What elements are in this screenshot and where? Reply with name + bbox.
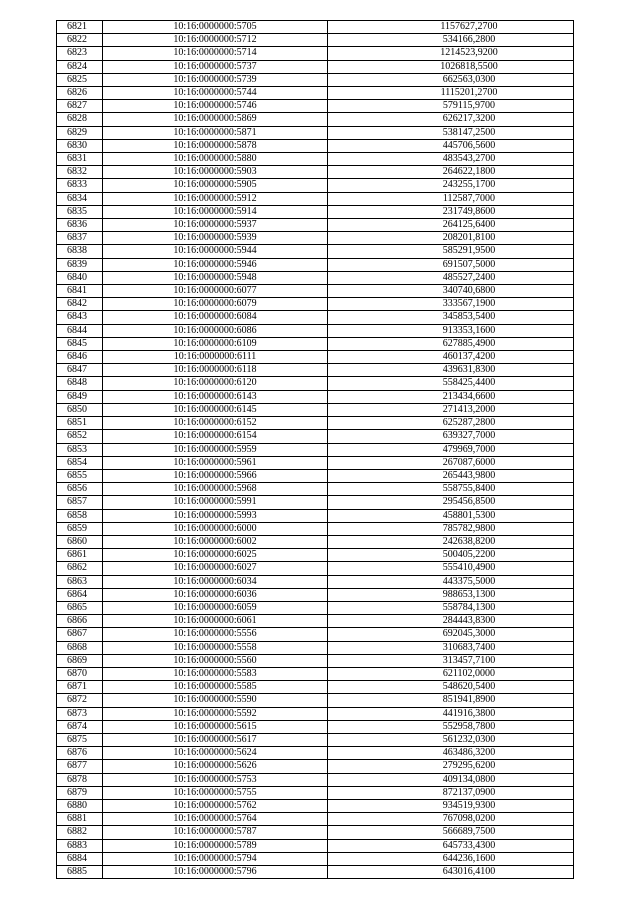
row-number-cell: 6842 (57, 298, 103, 311)
table-row (57, 601, 574, 614)
row-number-cell: 6840 (57, 271, 103, 284)
value-cell: 500405,2200 (328, 549, 574, 562)
cadastral-number-cell: 10:16:0000000:5737 (103, 60, 328, 73)
value-cell: 627885,4900 (328, 337, 574, 350)
table-row (57, 298, 574, 311)
value-cell: 483543,2700 (328, 153, 574, 166)
value-cell: 639327,7000 (328, 430, 574, 443)
row-number-cell: 6854 (57, 456, 103, 469)
row-number-cell: 6857 (57, 496, 103, 509)
row-number-cell: 6822 (57, 34, 103, 47)
table-row (57, 21, 574, 34)
value-cell: 284443,8300 (328, 615, 574, 628)
cadastral-number-cell: 10:16:0000000:5789 (103, 839, 328, 852)
value-cell: 264622,1800 (328, 166, 574, 179)
table-row (57, 60, 574, 73)
table-row (57, 813, 574, 826)
row-number-cell: 6858 (57, 509, 103, 522)
row-number-cell: 6844 (57, 324, 103, 337)
row-number-cell: 6834 (57, 192, 103, 205)
table-row (57, 615, 574, 628)
cadastral-number-cell: 10:16:0000000:6152 (103, 417, 328, 430)
cadastral-number-cell: 10:16:0000000:5914 (103, 205, 328, 218)
table-row (57, 417, 574, 430)
value-cell: 265443,9800 (328, 469, 574, 482)
cadastral-number-cell: 10:16:0000000:5583 (103, 667, 328, 680)
value-cell: 310683,7400 (328, 641, 574, 654)
value-cell: 264125,6400 (328, 219, 574, 232)
value-cell: 345853,5400 (328, 311, 574, 324)
cadastral-number-cell: 10:16:0000000:5753 (103, 773, 328, 786)
row-number-cell: 6832 (57, 166, 103, 179)
value-cell: 691507,5000 (328, 258, 574, 271)
cadastral-number-cell: 10:16:0000000:6025 (103, 549, 328, 562)
value-cell: 463486,3200 (328, 747, 574, 760)
row-number-cell: 6869 (57, 654, 103, 667)
row-number-cell: 6831 (57, 153, 103, 166)
cadastral-number-cell: 10:16:0000000:5871 (103, 126, 328, 139)
table-row (57, 667, 574, 680)
value-cell: 112587,7000 (328, 192, 574, 205)
value-cell: 913353,1600 (328, 324, 574, 337)
value-cell: 243255,1700 (328, 179, 574, 192)
cadastral-number-cell: 10:16:0000000:5705 (103, 21, 328, 34)
row-number-cell: 6876 (57, 747, 103, 760)
row-number-cell: 6861 (57, 549, 103, 562)
cadastral-number-cell: 10:16:0000000:5762 (103, 799, 328, 812)
row-number-cell: 6875 (57, 733, 103, 746)
cadastral-number-cell: 10:16:0000000:6111 (103, 351, 328, 364)
value-cell: 409134,0800 (328, 773, 574, 786)
value-cell: 313457,7100 (328, 654, 574, 667)
row-number-cell: 6860 (57, 535, 103, 548)
cadastral-number-cell: 10:16:0000000:5880 (103, 153, 328, 166)
table-row (57, 153, 574, 166)
table-row (57, 390, 574, 403)
cadastral-number-cell: 10:16:0000000:5556 (103, 628, 328, 641)
row-number-cell: 6881 (57, 813, 103, 826)
cadastral-number-cell: 10:16:0000000:6061 (103, 615, 328, 628)
value-cell: 558755,8400 (328, 483, 574, 496)
row-number-cell: 6877 (57, 760, 103, 773)
value-cell: 295456,8500 (328, 496, 574, 509)
cadastral-number-cell: 10:16:0000000:6086 (103, 324, 328, 337)
table-row (57, 456, 574, 469)
value-cell: 561232,0300 (328, 733, 574, 746)
table-row (57, 483, 574, 496)
table-row (57, 179, 574, 192)
row-number-cell: 6859 (57, 522, 103, 535)
row-number-cell: 6874 (57, 720, 103, 733)
value-cell: 1214523,9200 (328, 47, 574, 60)
row-number-cell: 6836 (57, 219, 103, 232)
row-number-cell: 6830 (57, 139, 103, 152)
table-row (57, 509, 574, 522)
cadastral-number-cell: 10:16:0000000:6000 (103, 522, 328, 535)
table-row (57, 549, 574, 562)
table-row (57, 126, 574, 139)
value-cell: 443375,5000 (328, 575, 574, 588)
value-cell: 340740,6800 (328, 285, 574, 298)
table-row (57, 773, 574, 786)
value-cell: 579115,9700 (328, 100, 574, 113)
table-row (57, 311, 574, 324)
row-number-cell: 6843 (57, 311, 103, 324)
row-number-cell: 6828 (57, 113, 103, 126)
cadastral-number-cell: 10:16:0000000:5796 (103, 866, 328, 879)
cadastral-number-cell: 10:16:0000000:5626 (103, 760, 328, 773)
cadastral-number-cell: 10:16:0000000:5739 (103, 73, 328, 86)
value-cell: 1157627,2700 (328, 21, 574, 34)
table-row (57, 219, 574, 232)
value-cell: 548620,5400 (328, 681, 574, 694)
table-row (57, 654, 574, 667)
row-number-cell: 6872 (57, 694, 103, 707)
cadastral-number-cell: 10:16:0000000:5869 (103, 113, 328, 126)
value-cell: 231749,8600 (328, 205, 574, 218)
row-number-cell: 6841 (57, 285, 103, 298)
value-cell: 988653,1300 (328, 588, 574, 601)
value-cell: 785782,9800 (328, 522, 574, 535)
cadastral-number-cell: 10:16:0000000:6120 (103, 377, 328, 390)
row-number-cell: 6867 (57, 628, 103, 641)
table-row (57, 443, 574, 456)
table-row (57, 866, 574, 879)
cadastral-number-cell: 10:16:0000000:5939 (103, 232, 328, 245)
value-cell: 621102,0000 (328, 667, 574, 680)
value-cell: 552958,7800 (328, 720, 574, 733)
row-number-cell: 6883 (57, 839, 103, 852)
table-row (57, 786, 574, 799)
cadastral-number-cell: 10:16:0000000:6079 (103, 298, 328, 311)
value-cell: 692045,3000 (328, 628, 574, 641)
table-row (57, 839, 574, 852)
value-cell: 441916,3800 (328, 707, 574, 720)
table-row (57, 403, 574, 416)
value-cell: 644236,1600 (328, 852, 574, 865)
table-row (57, 87, 574, 100)
value-cell: 271413,2000 (328, 403, 574, 416)
table-row (57, 113, 574, 126)
row-number-cell: 6829 (57, 126, 103, 139)
row-number-cell: 6827 (57, 100, 103, 113)
cadastral-number-cell: 10:16:0000000:6027 (103, 562, 328, 575)
table-body (57, 21, 574, 879)
row-number-cell: 6880 (57, 799, 103, 812)
value-cell: 566689,7500 (328, 826, 574, 839)
table-row (57, 100, 574, 113)
value-cell: 213434,6600 (328, 390, 574, 403)
cadastral-number-cell: 10:16:0000000:5617 (103, 733, 328, 746)
row-number-cell: 6856 (57, 483, 103, 496)
row-number-cell: 6865 (57, 601, 103, 614)
value-cell: 625287,2800 (328, 417, 574, 430)
table-row (57, 351, 574, 364)
row-number-cell: 6871 (57, 681, 103, 694)
cadastral-number-cell: 10:16:0000000:5712 (103, 34, 328, 47)
value-cell: 643016,4100 (328, 866, 574, 879)
row-number-cell: 6882 (57, 826, 103, 839)
cadastral-number-cell: 10:16:0000000:5592 (103, 707, 328, 720)
row-number-cell: 6839 (57, 258, 103, 271)
table-row (57, 285, 574, 298)
value-cell: 439631,8300 (328, 364, 574, 377)
row-number-cell: 6868 (57, 641, 103, 654)
row-number-cell: 6824 (57, 60, 103, 73)
table-row (57, 747, 574, 760)
table-row (57, 324, 574, 337)
cadastral-number-cell: 10:16:0000000:5585 (103, 681, 328, 694)
cadastral-number-cell: 10:16:0000000:5714 (103, 47, 328, 60)
cadastral-number-cell: 10:16:0000000:6154 (103, 430, 328, 443)
cadastral-number-cell: 10:16:0000000:5794 (103, 852, 328, 865)
table-row (57, 34, 574, 47)
cadastral-number-cell: 10:16:0000000:5966 (103, 469, 328, 482)
cadastral-number-cell: 10:16:0000000:5944 (103, 245, 328, 258)
value-cell: 767098,0200 (328, 813, 574, 826)
value-cell: 626217,3200 (328, 113, 574, 126)
value-cell: 585291,9500 (328, 245, 574, 258)
cadastral-number-cell: 10:16:0000000:6118 (103, 364, 328, 377)
value-cell: 1026818,5500 (328, 60, 574, 73)
row-number-cell: 6870 (57, 667, 103, 680)
cadastral-number-cell: 10:16:0000000:6143 (103, 390, 328, 403)
cadastral-number-cell: 10:16:0000000:5948 (103, 271, 328, 284)
row-number-cell: 6838 (57, 245, 103, 258)
row-number-cell: 6855 (57, 469, 103, 482)
value-cell: 485527,2400 (328, 271, 574, 284)
table-row (57, 707, 574, 720)
cadastral-number-cell: 10:16:0000000:5755 (103, 786, 328, 799)
value-cell: 534166,2800 (328, 34, 574, 47)
value-cell: 555410,4900 (328, 562, 574, 575)
value-cell: 558784,1300 (328, 601, 574, 614)
value-cell: 333567,1900 (328, 298, 574, 311)
cadastral-number-cell: 10:16:0000000:5912 (103, 192, 328, 205)
cadastral-number-cell: 10:16:0000000:5560 (103, 654, 328, 667)
table-row (57, 337, 574, 350)
table-row (57, 139, 574, 152)
table-row (57, 271, 574, 284)
cadastral-number-cell: 10:16:0000000:6084 (103, 311, 328, 324)
row-number-cell: 6849 (57, 390, 103, 403)
value-cell: 479969,7000 (328, 443, 574, 456)
row-number-cell: 6826 (57, 87, 103, 100)
row-number-cell: 6879 (57, 786, 103, 799)
row-number-cell: 6837 (57, 232, 103, 245)
row-number-cell: 6884 (57, 852, 103, 865)
table-row (57, 496, 574, 509)
cadastral-number-cell: 10:16:0000000:5590 (103, 694, 328, 707)
table-row (57, 733, 574, 746)
value-cell: 279295,6200 (328, 760, 574, 773)
cadastral-number-cell: 10:16:0000000:6002 (103, 535, 328, 548)
table-row (57, 47, 574, 60)
row-number-cell: 6853 (57, 443, 103, 456)
row-number-cell: 6823 (57, 47, 103, 60)
table-row (57, 760, 574, 773)
table-row (57, 720, 574, 733)
value-cell: 208201,8100 (328, 232, 574, 245)
cadastral-number-cell: 10:16:0000000:6059 (103, 601, 328, 614)
value-cell: 1115201,2700 (328, 87, 574, 100)
table-row (57, 852, 574, 865)
cadastral-number-cell: 10:16:0000000:5624 (103, 747, 328, 760)
cadastral-number-cell: 10:16:0000000:5878 (103, 139, 328, 152)
value-cell: 851941,8900 (328, 694, 574, 707)
row-number-cell: 6845 (57, 337, 103, 350)
table-row (57, 535, 574, 548)
value-cell: 662563,0300 (328, 73, 574, 86)
cadastral-number-cell: 10:16:0000000:5993 (103, 509, 328, 522)
cadastral-number-cell: 10:16:0000000:5558 (103, 641, 328, 654)
row-number-cell: 6885 (57, 866, 103, 879)
row-number-cell: 6846 (57, 351, 103, 364)
cadastral-number-cell: 10:16:0000000:5905 (103, 179, 328, 192)
row-number-cell: 6862 (57, 562, 103, 575)
table-row (57, 826, 574, 839)
cadastral-number-cell: 10:16:0000000:6036 (103, 588, 328, 601)
table-row (57, 799, 574, 812)
table-row (57, 681, 574, 694)
row-number-cell: 6848 (57, 377, 103, 390)
cadastral-number-cell: 10:16:0000000:6109 (103, 337, 328, 350)
row-number-cell: 6852 (57, 430, 103, 443)
row-number-cell: 6873 (57, 707, 103, 720)
table-row (57, 205, 574, 218)
value-cell: 538147,2500 (328, 126, 574, 139)
table-row (57, 588, 574, 601)
row-number-cell: 6847 (57, 364, 103, 377)
cadastral-number-cell: 10:16:0000000:5764 (103, 813, 328, 826)
cadastral-number-cell: 10:16:0000000:5744 (103, 87, 328, 100)
table-row (57, 377, 574, 390)
cadastral-number-cell: 10:16:0000000:5937 (103, 219, 328, 232)
row-number-cell: 6864 (57, 588, 103, 601)
value-cell: 458801,5300 (328, 509, 574, 522)
value-cell: 242638,8200 (328, 535, 574, 548)
row-number-cell: 6825 (57, 73, 103, 86)
row-number-cell: 6833 (57, 179, 103, 192)
value-cell: 445706,5600 (328, 139, 574, 152)
table-row (57, 258, 574, 271)
row-number-cell: 6835 (57, 205, 103, 218)
table-row (57, 522, 574, 535)
table-row (57, 364, 574, 377)
row-number-cell: 6863 (57, 575, 103, 588)
table-row (57, 192, 574, 205)
cadastral-number-cell: 10:16:0000000:5991 (103, 496, 328, 509)
cadastral-number-cell: 10:16:0000000:5615 (103, 720, 328, 733)
cadastral-number-cell: 10:16:0000000:6145 (103, 403, 328, 416)
table-row (57, 562, 574, 575)
table-row (57, 694, 574, 707)
value-cell: 934519,9300 (328, 799, 574, 812)
cadastral-number-cell: 10:16:0000000:5787 (103, 826, 328, 839)
value-cell: 460137,4200 (328, 351, 574, 364)
cadastral-number-cell: 10:16:0000000:5959 (103, 443, 328, 456)
value-cell: 872137,0900 (328, 786, 574, 799)
cadastral-number-cell: 10:16:0000000:5903 (103, 166, 328, 179)
value-cell: 267087,6000 (328, 456, 574, 469)
table-row (57, 166, 574, 179)
table-row (57, 641, 574, 654)
value-cell: 558425,4400 (328, 377, 574, 390)
row-number-cell: 6878 (57, 773, 103, 786)
table-row (57, 575, 574, 588)
cadastral-number-cell: 10:16:0000000:6034 (103, 575, 328, 588)
table-row (57, 628, 574, 641)
cadastral-number-cell: 10:16:0000000:6077 (103, 285, 328, 298)
row-number-cell: 6850 (57, 403, 103, 416)
table-row (57, 430, 574, 443)
value-cell: 645733,4300 (328, 839, 574, 852)
data-table (56, 20, 574, 879)
cadastral-number-cell: 10:16:0000000:5746 (103, 100, 328, 113)
table-row (57, 73, 574, 86)
cadastral-number-cell: 10:16:0000000:5946 (103, 258, 328, 271)
row-number-cell: 6851 (57, 417, 103, 430)
table-row (57, 245, 574, 258)
cadastral-number-cell: 10:16:0000000:5961 (103, 456, 328, 469)
table-row (57, 232, 574, 245)
table-row (57, 469, 574, 482)
row-number-cell: 6866 (57, 615, 103, 628)
row-number-cell: 6821 (57, 21, 103, 34)
cadastral-number-cell: 10:16:0000000:5968 (103, 483, 328, 496)
